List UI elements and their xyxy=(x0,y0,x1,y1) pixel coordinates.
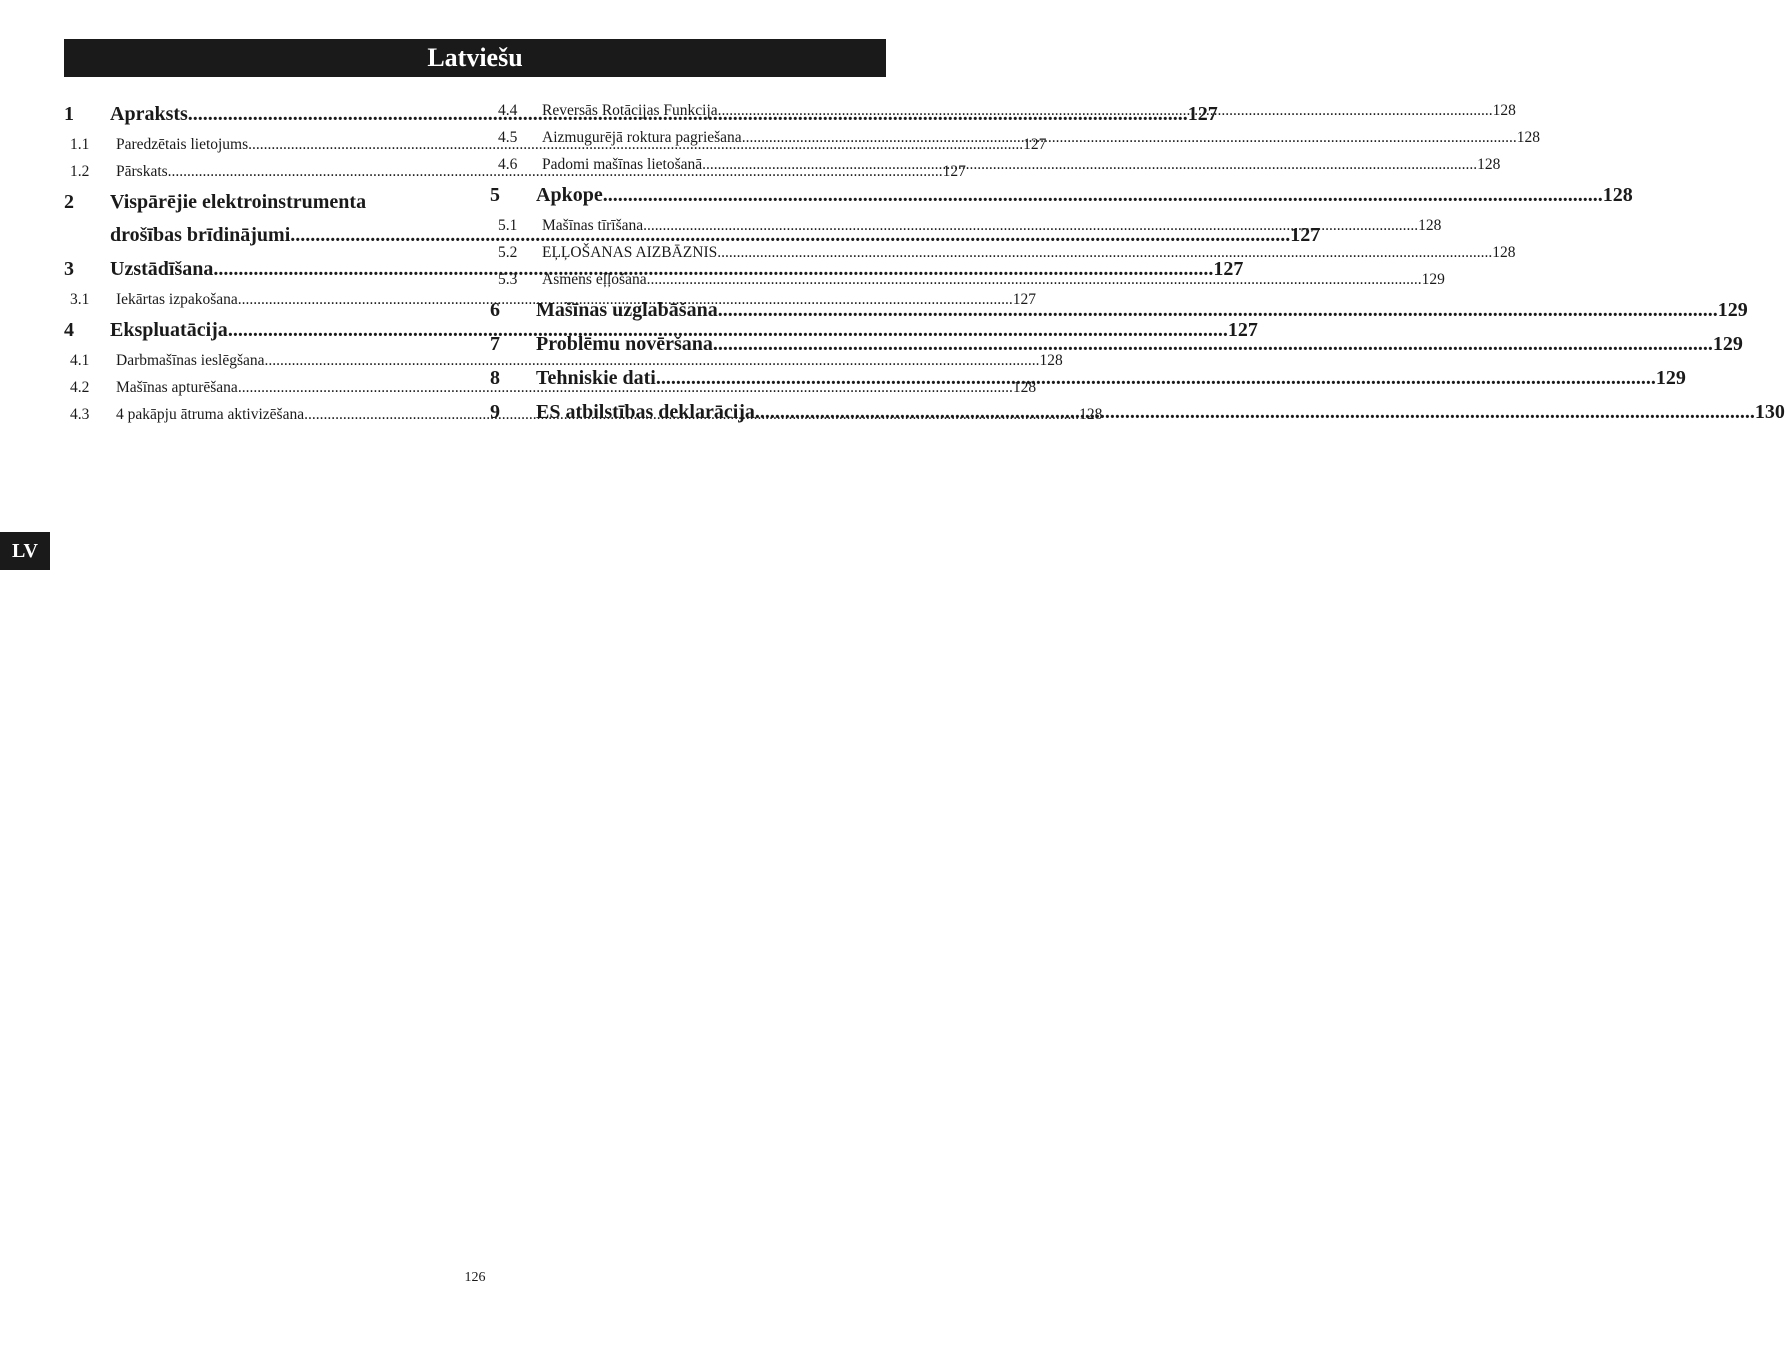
leader-dots xyxy=(718,102,1493,120)
toc-number: 8 xyxy=(490,366,500,389)
toc-page: 130 xyxy=(1754,400,1785,423)
leader-dots xyxy=(603,184,1603,207)
toc-page: 129 xyxy=(1421,270,1445,288)
toc-title: Ekspluatācija xyxy=(110,318,228,341)
leader-dots xyxy=(702,156,1477,174)
page-title: Latviešu xyxy=(427,43,523,72)
toc-title: Apkope xyxy=(536,183,603,206)
toc-page: 129 xyxy=(1712,332,1743,355)
toc-number: 9 xyxy=(490,400,500,423)
toc-number: 4.5 xyxy=(498,128,518,146)
toc-page: 128 xyxy=(1012,378,1037,396)
toc-subentry[interactable] xyxy=(64,347,1063,374)
leader-dots xyxy=(656,367,1656,390)
toc-title: Problēmu novēršana xyxy=(536,332,713,355)
leader-dots xyxy=(643,217,1418,235)
language-tab xyxy=(0,532,50,570)
toc-page: 127 xyxy=(942,162,966,180)
toc-page: 127 xyxy=(1213,257,1244,280)
toc-title: Reversās Rotācijas Funkcija xyxy=(542,101,718,119)
toc-number: 7 xyxy=(490,332,500,355)
toc-number: 5.2 xyxy=(498,243,518,261)
toc-number: 4.3 xyxy=(70,405,90,423)
toc-page: 127 xyxy=(1227,318,1258,341)
toc-number: 6 xyxy=(490,298,500,321)
toc-page: 129 xyxy=(1717,298,1748,321)
page-number: 126 xyxy=(464,1270,486,1285)
leader-dots xyxy=(713,333,1713,356)
toc-page: 127 xyxy=(1023,135,1047,153)
toc-title: Mašīnas apturēšana xyxy=(116,378,238,396)
toc-title: Iekārtas izpakošana xyxy=(116,290,238,308)
toc-page: 128 xyxy=(1418,216,1442,234)
toc-number: 4 xyxy=(64,318,74,341)
toc-page: 128 xyxy=(1492,101,1516,119)
toc-title: ES atbilstības deklarācija xyxy=(536,400,755,423)
toc-page: 129 xyxy=(1655,366,1686,389)
toc-page: 127 xyxy=(1012,290,1037,308)
toc-title: 4 pakāpju ātruma aktivizēšana xyxy=(116,405,305,423)
toc-number: 5.1 xyxy=(498,216,518,234)
section-title-bar xyxy=(64,39,886,77)
toc-number: 4.4 xyxy=(498,101,518,119)
leader-dots xyxy=(718,299,1718,322)
leader-dots xyxy=(742,129,1517,147)
toc-title: Mašīnas tīrīšana xyxy=(542,216,644,234)
toc-title: EĻĻOŠANAS AIZBĀZNIS xyxy=(542,243,718,261)
toc-number: 3 xyxy=(64,257,74,280)
toc-number: 5 xyxy=(490,183,500,206)
leader-dots xyxy=(717,244,1492,262)
leader-dots xyxy=(755,401,1755,424)
toc-number: 2 xyxy=(64,190,74,213)
leader-dots xyxy=(647,271,1422,289)
toc-page: 128 xyxy=(1039,351,1063,369)
toc-page: 127 xyxy=(1187,102,1218,125)
toc-number: 1.2 xyxy=(70,162,90,180)
toc-title-line2: drošības brīdinājumi xyxy=(110,224,291,246)
language-code: LV xyxy=(12,539,38,562)
toc-title: Darbmašīnas ieslēgšana xyxy=(116,351,265,369)
toc-title: Aizmugurējā roktura pagriešana xyxy=(542,128,742,146)
toc-entry[interactable] xyxy=(490,178,1633,212)
toc-title: Tehniskie dati xyxy=(536,366,656,389)
toc-number: 1.1 xyxy=(70,135,90,153)
toc-title: Padomi mašīnas lietošanā xyxy=(542,155,703,173)
toc-page: 128 xyxy=(1492,243,1516,261)
toc-page: 127 xyxy=(1290,224,1321,246)
toc-number: 3.1 xyxy=(70,290,90,308)
toc-title: Mašīnas uzglabāšana xyxy=(536,298,718,321)
toc-page: 128 xyxy=(1477,155,1501,173)
toc-title: Apraksts xyxy=(110,102,188,125)
toc-title: Uzstādīšana xyxy=(110,257,214,280)
toc-page: 128 xyxy=(1602,183,1633,206)
toc-subentry[interactable] xyxy=(490,239,1516,266)
toc-number: 5.3 xyxy=(498,270,518,288)
toc-page: 128 xyxy=(1516,128,1540,146)
toc-number: 4.6 xyxy=(498,155,518,173)
toc-number: 4.1 xyxy=(70,351,90,369)
toc-title-line1: Vispārējie elektroinstrumenta xyxy=(110,190,367,213)
toc-number: 1 xyxy=(64,102,74,125)
toc-title: Asmens eļļošana xyxy=(542,270,647,288)
toc-title: Pārskats xyxy=(116,162,168,180)
toc-title: Paredzētais lietojums xyxy=(116,135,249,153)
toc-page: 128 xyxy=(1079,405,1103,423)
toc-number: 4.2 xyxy=(70,378,90,396)
